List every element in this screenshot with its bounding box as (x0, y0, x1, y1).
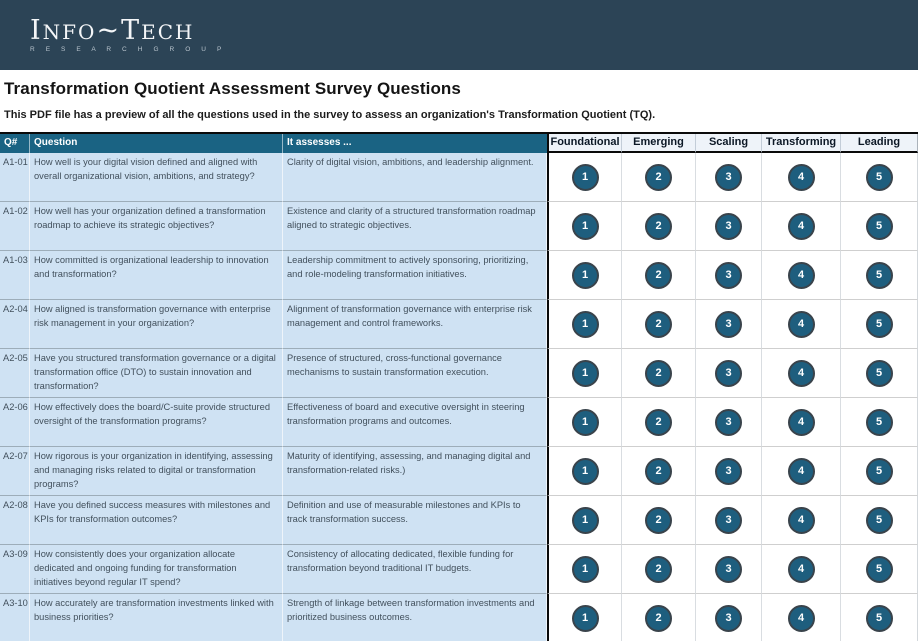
rating-option-5-button[interactable]: 5 (866, 164, 893, 191)
rating-option-5-button[interactable]: 5 (866, 605, 893, 632)
table-row (0, 300, 918, 349)
table-body (0, 153, 918, 641)
rating-option-5-button[interactable]: 5 (866, 311, 893, 338)
rating-cell (547, 594, 622, 641)
intro-section (0, 70, 918, 132)
survey-table (0, 132, 918, 641)
question-id-cell: A1-02 (0, 202, 30, 251)
rating-cell (762, 251, 841, 300)
rating-option-5-button[interactable]: 5 (866, 458, 893, 485)
question-cell: How rigorous is your organization in identifying, assessing and managing risks related to digital or transformation programs? (30, 447, 283, 496)
rating-cell (547, 251, 622, 300)
assesses-cell: Consistency of allocating dedicated, flexible funding for transformation beyond traditional IT budgets. (283, 545, 547, 594)
rating-cell (841, 202, 918, 251)
rating-cell (696, 349, 762, 398)
rating-option-5-button[interactable]: 5 (866, 213, 893, 240)
rating-cell (841, 251, 918, 300)
assesses-cell: Definition and use of measurable milestones and KPIs to track transformation success. (283, 496, 547, 545)
rating-option-3-button[interactable]: 3 (715, 262, 742, 289)
question-cell: Have you defined success measures with milestones and KPIs for transformation outcomes? (30, 496, 283, 545)
logo-tilde: ~ (96, 15, 122, 46)
rating-cell (622, 202, 696, 251)
column-header-leading: Leading (841, 134, 918, 153)
rating-option-3-button[interactable]: 3 (715, 360, 742, 387)
rating-option-4-button[interactable]: 4 (788, 409, 815, 436)
question-id-cell: A1-03 (0, 251, 30, 300)
question-cell: How accurately are transformation investments linked with business priorities? (30, 594, 283, 641)
rating-cell (622, 545, 696, 594)
logo-letters: NFO (42, 20, 97, 44)
question-cell: How consistently does your organization allocate dedicated and ongoing funding for transformation initiatives beyond regular IT spend? (30, 545, 283, 594)
assesses-cell: Effectiveness of board and executive oversight in steering transformation programs and outcomes. (283, 398, 547, 447)
rating-option-5-button[interactable]: 5 (866, 360, 893, 387)
rating-cell (841, 300, 918, 349)
rating-option-1-button[interactable]: 1 (572, 262, 599, 289)
rating-cell (841, 496, 918, 545)
rating-cell (696, 447, 762, 496)
rating-option-2-button[interactable]: 2 (645, 164, 672, 191)
column-header-transforming: Transforming (762, 134, 841, 153)
rating-option-4-button[interactable]: 4 (788, 556, 815, 583)
rating-cell (622, 594, 696, 641)
logo-wordmark (30, 17, 226, 44)
question-cell: How effectively does the board/C-suite provide structured oversight of the transformation programs? (30, 398, 283, 447)
table-row (0, 153, 918, 202)
rating-option-4-button[interactable]: 4 (788, 360, 815, 387)
rating-cell (547, 545, 622, 594)
logo-letter: I (30, 15, 43, 46)
rating-cell (622, 300, 696, 349)
question-cell: Have you structured transformation governance or a digital transformation office (DTO) to sustain innovation and transformation? (30, 349, 283, 398)
rating-option-1-button[interactable]: 1 (572, 311, 599, 338)
column-header-emerging: Emerging (622, 134, 696, 153)
rating-option-2-button[interactable]: 2 (645, 213, 672, 240)
table-row (0, 398, 918, 447)
rating-option-4-button[interactable]: 4 (788, 507, 815, 534)
logo-letters: ECH (141, 20, 195, 44)
question-id-cell: A2-05 (0, 349, 30, 398)
rating-option-2-button[interactable]: 2 (645, 556, 672, 583)
assesses-cell: Strength of linkage between transformation investments and prioritized business outcomes. (283, 594, 547, 641)
rating-cell (622, 447, 696, 496)
rating-option-1-button[interactable]: 1 (572, 556, 599, 583)
rating-option-4-button[interactable]: 4 (788, 213, 815, 240)
rating-cell (696, 202, 762, 251)
rating-option-5-button[interactable]: 5 (866, 262, 893, 289)
header-banner (0, 0, 918, 70)
rating-cell (696, 496, 762, 545)
rating-cell (547, 153, 622, 202)
assesses-cell: Leadership commitment to actively sponsoring, prioritizing, and role-modeling transformation initiatives. (283, 251, 547, 300)
rating-cell (696, 153, 762, 202)
column-header-qid: Q# (0, 134, 30, 153)
table-row (0, 447, 918, 496)
column-header-foundational: Foundational (547, 134, 622, 153)
rating-option-5-button[interactable]: 5 (866, 507, 893, 534)
question-cell: How well is your digital vision defined and aligned with overall organizational vision, ambitions, and strategy? (30, 153, 283, 202)
question-id-cell: A2-08 (0, 496, 30, 545)
table-row (0, 202, 918, 251)
rating-option-1-button[interactable]: 1 (572, 507, 599, 534)
question-cell: How aligned is transformation governance with enterprise risk management in your organization? (30, 300, 283, 349)
table-row (0, 349, 918, 398)
rating-option-4-button[interactable]: 4 (788, 311, 815, 338)
logo-subtext: R E S E A R C H G R O U P (30, 46, 226, 53)
rating-cell (547, 300, 622, 349)
rating-cell (841, 447, 918, 496)
assesses-cell: Presence of structured, cross-functional governance mechanisms to sustain transformation execution. (283, 349, 547, 398)
rating-option-5-button[interactable]: 5 (866, 409, 893, 436)
rating-option-2-button[interactable]: 2 (645, 360, 672, 387)
rating-cell (696, 251, 762, 300)
column-header-question: Question (30, 134, 283, 153)
page-subtitle: This PDF file has a preview of all the questions used in the survey to assess an organization's Transformation Quotient (TQ). (4, 109, 656, 121)
assesses-cell: Clarity of digital vision, ambitions, and leadership alignment. (283, 153, 547, 202)
rating-cell (762, 545, 841, 594)
rating-cell (622, 398, 696, 447)
rating-option-3-button[interactable]: 3 (715, 458, 742, 485)
assesses-cell: Alignment of transformation governance with enterprise risk management and control frameworks. (283, 300, 547, 349)
rating-cell (622, 496, 696, 545)
rating-option-3-button[interactable]: 3 (715, 213, 742, 240)
rating-cell (841, 545, 918, 594)
rating-cell (762, 153, 841, 202)
rating-option-1-button[interactable]: 1 (572, 164, 599, 191)
rating-cell (547, 447, 622, 496)
column-header-assesses: It assesses ... (283, 134, 547, 153)
table-row (0, 251, 918, 300)
rating-cell (841, 594, 918, 641)
rating-cell (762, 300, 841, 349)
rating-option-3-button[interactable]: 3 (715, 164, 742, 191)
rating-cell (762, 496, 841, 545)
rating-cell (547, 349, 622, 398)
rating-option-3-button[interactable]: 3 (715, 507, 742, 534)
rating-option-1-button[interactable]: 1 (572, 360, 599, 387)
rating-cell (762, 349, 841, 398)
rating-option-4-button[interactable]: 4 (788, 262, 815, 289)
rating-option-1-button[interactable]: 1 (572, 458, 599, 485)
rating-option-2-button[interactable]: 2 (645, 311, 672, 338)
rating-option-1-button[interactable]: 1 (572, 409, 599, 436)
question-cell: How committed is organizational leadership to innovation and transformation? (30, 251, 283, 300)
question-id-cell: A3-10 (0, 594, 30, 641)
assesses-cell: Maturity of identifying, assessing, and managing digital and transformation-related risks.) (283, 447, 547, 496)
rating-option-1-button[interactable]: 1 (572, 213, 599, 240)
rating-cell (622, 251, 696, 300)
rating-cell (762, 202, 841, 251)
rating-cell (841, 153, 918, 202)
logo-letter: T (121, 15, 142, 46)
rating-option-2-button[interactable]: 2 (645, 458, 672, 485)
rating-cell (696, 398, 762, 447)
table-row (0, 594, 918, 641)
infotech-logo (30, 17, 226, 53)
table-header-row (0, 134, 918, 153)
rating-option-1-button[interactable]: 1 (572, 605, 599, 632)
rating-option-4-button[interactable]: 4 (788, 164, 815, 191)
question-id-cell: A2-07 (0, 447, 30, 496)
assesses-cell: Existence and clarity of a structured transformation roadmap aligned to strategic objectives. (283, 202, 547, 251)
rating-cell (547, 398, 622, 447)
rating-option-2-button[interactable]: 2 (645, 507, 672, 534)
question-id-cell: A1-01 (0, 153, 30, 202)
rating-cell (696, 300, 762, 349)
question-id-cell: A3-09 (0, 545, 30, 594)
question-cell: How well has your organization defined a transformation roadmap to achieve its strategic objectives? (30, 202, 283, 251)
rating-option-3-button[interactable]: 3 (715, 605, 742, 632)
rating-cell (622, 349, 696, 398)
rating-cell (696, 594, 762, 641)
rating-cell (547, 496, 622, 545)
rating-cell (622, 153, 696, 202)
rating-option-3-button[interactable]: 3 (715, 409, 742, 436)
rating-cell (547, 202, 622, 251)
rating-cell (762, 447, 841, 496)
rating-cell (696, 545, 762, 594)
rating-option-2-button[interactable]: 2 (645, 409, 672, 436)
rating-option-3-button[interactable]: 3 (715, 311, 742, 338)
column-header-scaling: Scaling (696, 134, 762, 153)
rating-option-2-button[interactable]: 2 (645, 262, 672, 289)
rating-cell (841, 349, 918, 398)
rating-option-5-button[interactable]: 5 (866, 556, 893, 583)
rating-cell (841, 398, 918, 447)
rating-cell (762, 594, 841, 641)
rating-option-2-button[interactable]: 2 (645, 605, 672, 632)
table-row (0, 545, 918, 594)
table-row (0, 496, 918, 545)
rating-cell (762, 398, 841, 447)
question-id-cell: A2-04 (0, 300, 30, 349)
rating-option-4-button[interactable]: 4 (788, 605, 815, 632)
rating-option-4-button[interactable]: 4 (788, 458, 815, 485)
page-title: Transformation Quotient Assessment Survey Questions (4, 79, 461, 98)
rating-option-3-button[interactable]: 3 (715, 556, 742, 583)
question-id-cell: A2-06 (0, 398, 30, 447)
